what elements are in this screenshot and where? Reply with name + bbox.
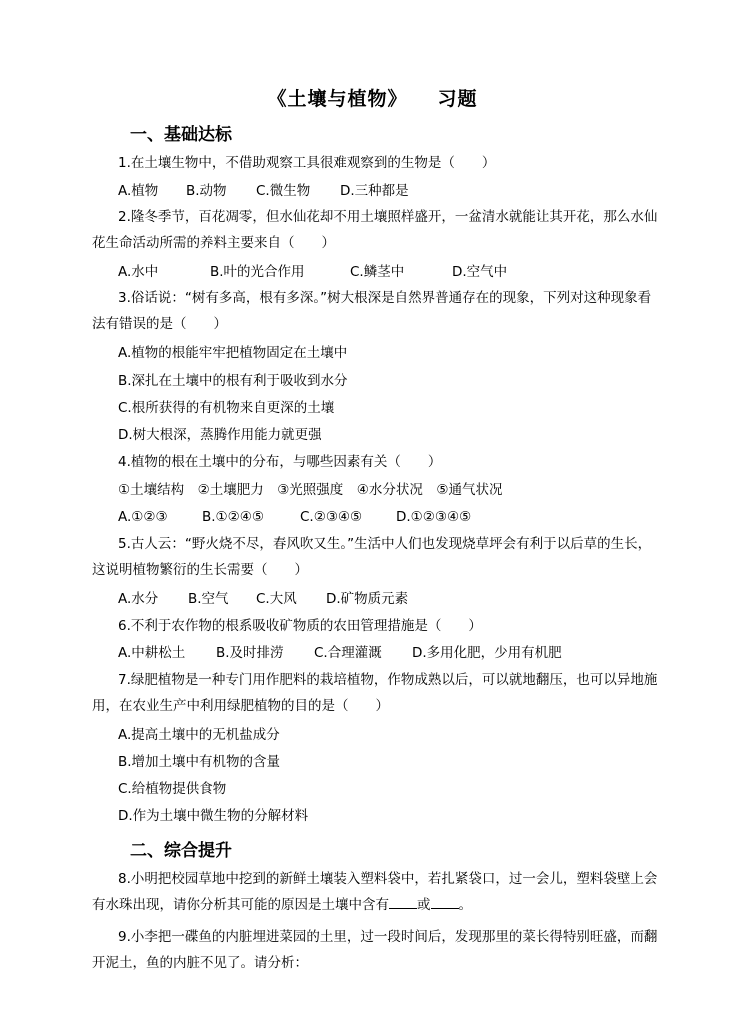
question-6-options bbox=[118, 643, 562, 663]
q7-option-d: D.作为土壤中微生物的分解材料 bbox=[118, 808, 309, 824]
q1-option-c: C.微生物 bbox=[256, 183, 311, 199]
question-4-options bbox=[118, 507, 471, 527]
question-6-stem: 6.不利于农作物的根系吸收矿物质的农田管理措施是（ ） bbox=[118, 618, 482, 634]
q8-answer-blank-2[interactable] bbox=[431, 894, 459, 909]
question-8-stem bbox=[92, 866, 660, 918]
q7-option-b: B.增加土壤中有机物的含量 bbox=[118, 754, 281, 770]
q5-option-b: B.空气 bbox=[188, 591, 229, 607]
q6-option-a: A.中耕松土 bbox=[118, 645, 186, 661]
section-heading-basic: 一、基础达标 bbox=[130, 125, 232, 145]
q5-option-c: C.大风 bbox=[256, 591, 297, 607]
question-9-stem: 9.小李把一碟鱼的内脏埋进菜园的土里，过一段时间后，发现那里的菜长得特别旺盛，而翻开泥土，鱼的内脏不见了。请分析： bbox=[92, 929, 658, 971]
q6-option-c: C.合理灌溉 bbox=[314, 645, 382, 661]
q4-option-b: B.①②④⑤ bbox=[202, 509, 264, 525]
q2-option-d: D.空气中 bbox=[452, 264, 508, 280]
question-2-stem: 2.隆冬季节，百花凋零，但水仙花却不用土壤照样盛开，一盆清水就能让其开花，那么水仙花生命活动所需的养料主要来自（ ） bbox=[92, 209, 658, 251]
q8-connector: 或 bbox=[417, 897, 431, 913]
question-3-stem: 3.俗话说：“树有多高，根有多深。”树大根深是自然界普通存在的现象，下列对这种现象看法有错误的是（ ） bbox=[92, 290, 652, 332]
page-title bbox=[0, 84, 745, 111]
q6-option-b: B.及时排涝 bbox=[216, 645, 284, 661]
q3-option-a: A.植物的根能牢牢把植物固定在土壤中 bbox=[118, 345, 348, 361]
q5-option-a: A.水分 bbox=[118, 591, 159, 607]
q6-option-d: D.多用化肥，少用有机肥 bbox=[412, 645, 562, 661]
title-main: 《土壤与植物》 bbox=[267, 88, 408, 110]
question-4-factors: ①土壤结构 ②土壤肥力 ③光照强度 ④水分状况 ⑤通气状况 bbox=[118, 482, 503, 498]
title-sub: 习题 bbox=[437, 88, 478, 110]
question-5-stem: 5.古人云：“野火烧不尽，春风吹又生。”生活中人们也发现烧草坪会有利于以后草的生长，这说明植物繁衍的生长需要（ ） bbox=[92, 536, 652, 578]
question-5-options bbox=[118, 589, 408, 609]
q8-text: 8.小明把校园草地中挖到的新鲜土壤装入塑料袋中，若扎紧袋口，过一会儿，塑料袋壁上会有水珠出现，请你分析其可能的原因是土壤中含有 bbox=[92, 871, 658, 913]
question-1-options bbox=[118, 181, 409, 201]
q4-option-c: C.②③④⑤ bbox=[300, 509, 363, 525]
question-1-stem: 1.在土壤生物中，不借助观察工具很难观察到的生物是（ ） bbox=[118, 155, 496, 171]
q2-option-a: A.水中 bbox=[118, 264, 159, 280]
q1-option-d: D.三种都是 bbox=[340, 183, 409, 199]
q7-option-c: C.给植物提供食物 bbox=[118, 781, 227, 797]
section-heading-comprehensive: 二、综合提升 bbox=[130, 841, 232, 861]
q3-option-c: C.根所获得的有机物来自更深的土壤 bbox=[118, 400, 335, 416]
question-7-stem: 7.绿肥植物是一种专门用作肥料的栽培植物，作物成熟以后，可以就地翻压，也可以异地施用，在农业生产中利用绿肥植物的目的是（ ） bbox=[92, 672, 658, 714]
q3-option-b: B.深扎在土壤中的根有利于吸收到水分 bbox=[118, 373, 348, 389]
q4-option-a: A.①②③ bbox=[118, 509, 168, 525]
q5-option-d: D.矿物质元素 bbox=[326, 591, 409, 607]
q1-option-a: A.植物 bbox=[118, 183, 159, 199]
q1-option-b: B.动物 bbox=[186, 183, 227, 199]
q7-option-a: A.提高土壤中的无机盐成分 bbox=[118, 727, 280, 743]
q4-option-d: D.①②③④⑤ bbox=[396, 509, 472, 525]
q2-option-b: B.叶的光合作用 bbox=[210, 264, 305, 280]
question-4-stem: 4.植物的根在土壤中的分布，与哪些因素有关（ ） bbox=[118, 454, 442, 470]
q2-option-c: C.鳞茎中 bbox=[350, 264, 405, 280]
q8-answer-blank-1[interactable] bbox=[389, 894, 417, 909]
q3-option-d: D.树大根深，蒸腾作用能力就更强 bbox=[118, 427, 322, 443]
q8-end: 。 bbox=[458, 897, 472, 913]
question-2-options bbox=[118, 262, 507, 282]
